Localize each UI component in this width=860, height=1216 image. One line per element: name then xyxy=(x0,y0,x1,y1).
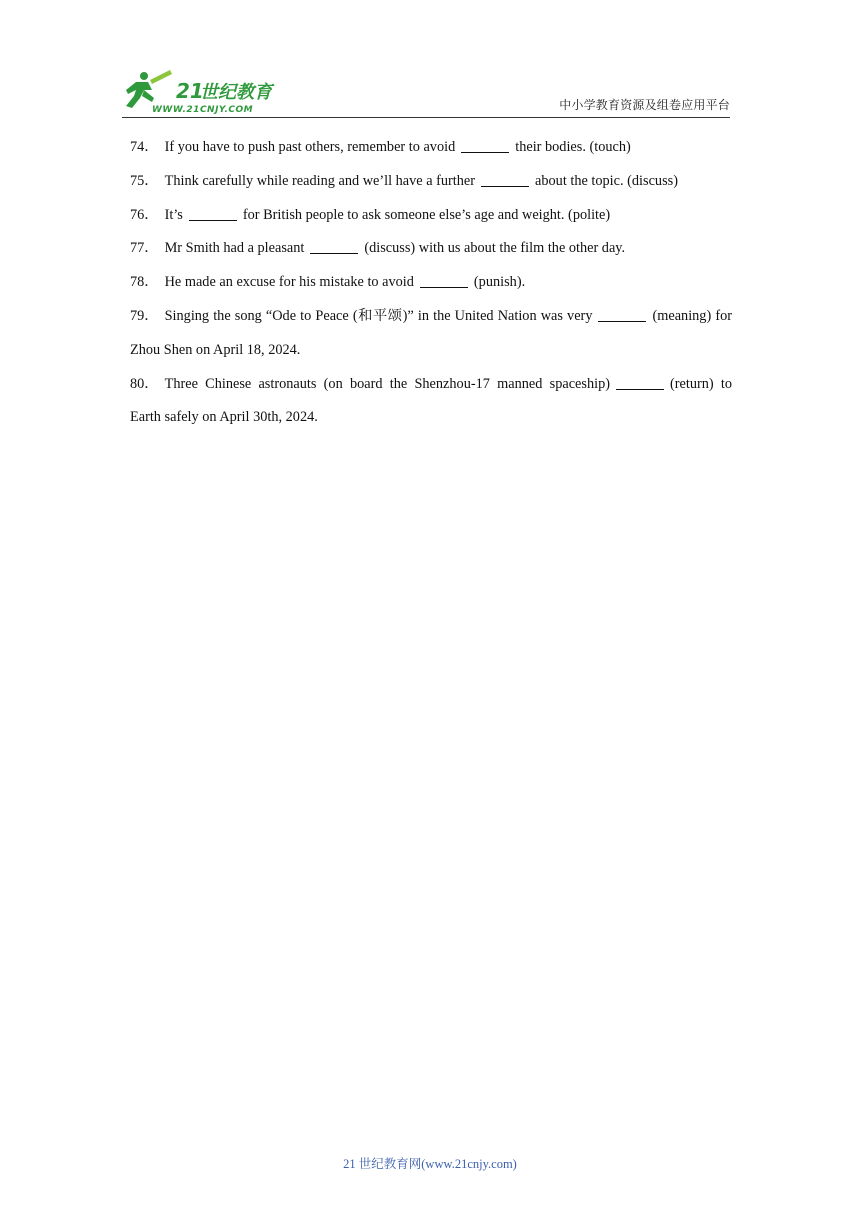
question-text-before: Three Chinese astronauts (on board the Shenzhou-17 manned spaceship) xyxy=(164,375,610,392)
question-item xyxy=(130,199,732,233)
answer-blank[interactable] xyxy=(616,374,664,389)
question-text-after: their bodies. (touch) xyxy=(515,139,631,155)
question-number: 78． xyxy=(130,274,159,291)
question-item xyxy=(130,165,732,199)
question-item xyxy=(130,368,732,436)
answer-blank[interactable] xyxy=(461,138,509,153)
question-item xyxy=(130,131,732,165)
answer-blank[interactable] xyxy=(189,205,237,220)
question-text-before: It’s xyxy=(164,206,183,223)
question-text-before: Think carefully while reading and we’ll have a further xyxy=(164,172,476,189)
question-item xyxy=(130,300,732,368)
site-logo xyxy=(122,68,292,116)
question-text-after: (discuss) with us about the film the other day. xyxy=(364,240,626,257)
answer-blank[interactable] xyxy=(598,307,646,322)
question-number: 76． xyxy=(130,206,159,223)
svg-text:世纪教育: 世纪教育 xyxy=(200,82,272,103)
question-text-after: about the topic. (discuss) xyxy=(535,172,678,189)
question-number: 74． xyxy=(130,139,159,155)
question-number: 79． xyxy=(130,307,159,324)
question-text-after: (meaning) for Zhou Shen on April 18, 2024. xyxy=(130,307,733,358)
question-text-before: If you have to push past others, remember to avoid xyxy=(164,139,456,155)
question-item xyxy=(130,266,732,300)
question-text-before: Singing the song “Ode to Peace (和平颂)” in the United Nation was very xyxy=(164,307,593,324)
header-divider xyxy=(122,117,730,118)
question-number: 80． xyxy=(130,375,159,392)
svg-text:WWW.21CNJY.COM: WWW.21CNJY.COM xyxy=(152,105,254,115)
question-number: 75． xyxy=(130,172,159,189)
question-text-before: Mr Smith had a pleasant xyxy=(164,240,305,257)
question-list xyxy=(130,131,732,435)
question-text-after: (punish). xyxy=(473,274,526,291)
question-text-after: for British people to ask someone else’s age and weight. (polite) xyxy=(242,206,611,223)
answer-blank[interactable] xyxy=(310,239,358,254)
page-header xyxy=(0,0,860,120)
question-text-after: (return) to Earth safely on April 30th, 2024. xyxy=(130,375,733,426)
platform-tagline: 中小学教育资源及组卷应用平台 xyxy=(559,98,730,112)
answer-blank[interactable] xyxy=(420,273,468,288)
question-text-before: He made an excuse for his mistake to avoid xyxy=(164,274,414,291)
svg-text:21: 21 xyxy=(176,79,204,103)
answer-blank[interactable] xyxy=(481,172,529,187)
question-number: 77． xyxy=(130,240,159,257)
question-item xyxy=(130,232,732,266)
page-footer[interactable]: 21 世纪教育网(www.21cnjy.com) xyxy=(343,1157,517,1171)
runner-icon xyxy=(126,70,172,108)
